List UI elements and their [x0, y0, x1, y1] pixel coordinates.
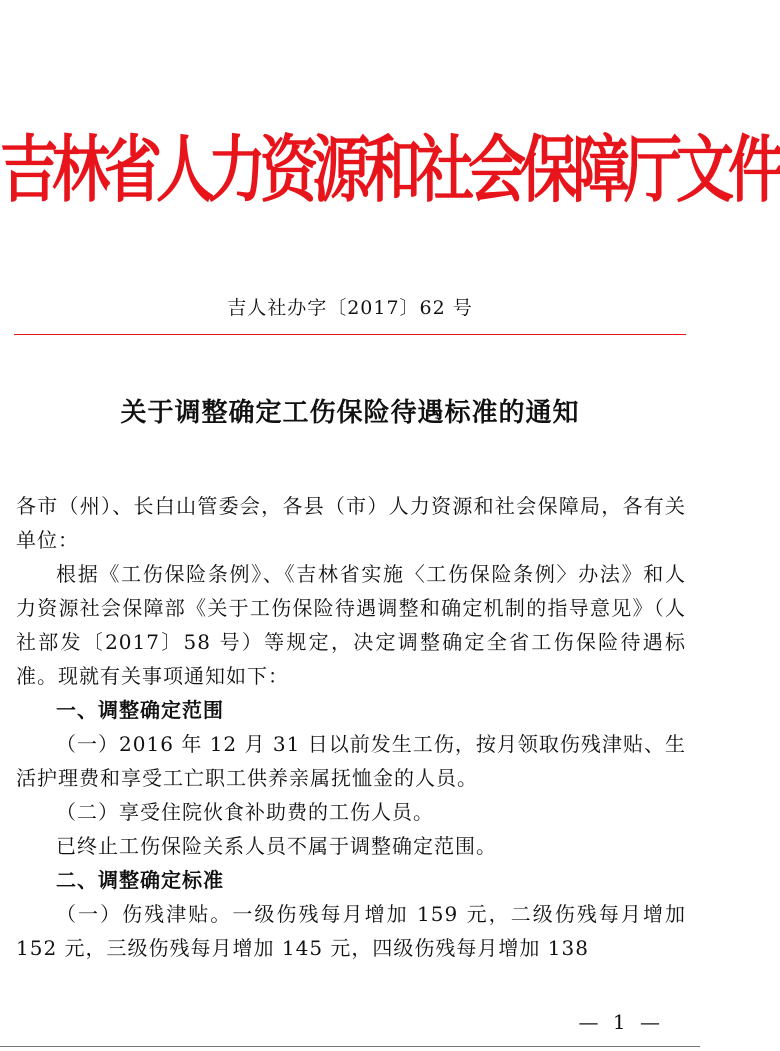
red-divider-line	[14, 334, 686, 335]
scope-item-2: （二）享受住院伙食补助费的工伤人员。	[56, 800, 434, 824]
standard-item-1: （一）伤残津贴。一级伤残每月增加 159 元，二级伤残每月增加 152 元，三级伤残每月增加 145 元，四级伤残每月增加 138	[16, 902, 686, 960]
salutation: 各市（州）、长白山管委会，各县（市）人力资源和社会保障局，各有关单位：	[16, 494, 686, 552]
scope-item-1: （一）2016 年 12 月 31 日以前发生工伤，按月领取伤残津贴、生活护理费和享受工亡职工供养亲属抚恤金的人员。	[16, 732, 686, 790]
notice-body	[16, 489, 686, 965]
masthead-title: 吉林省人力资源和社会保障厅文件	[0, 127, 780, 213]
page-bottom-edge	[0, 1046, 700, 1047]
notice-title: 关于调整确定工伤保险待遇标准的通知	[120, 398, 580, 428]
scope-exclusion: 已终止工伤保险关系人员不属于调整确定范围。	[56, 834, 497, 858]
document-number: 吉人社办字〔2017〕62 号	[227, 297, 473, 319]
section-heading-standard: 二、调整确定标准	[56, 868, 224, 892]
section-heading-scope: 一、调整确定范围	[56, 698, 224, 722]
intro-paragraph: 根据《工伤保险条例》、《吉林省实施〈工伤保险条例〉办法》和人力资源社会保障部《关于工伤保险待遇调整和确定机制的指导意见》（人社部发〔2017〕58 号）等规定，决定调整确定全省工伤保险待遇标准。现就有关事项通知如下：	[16, 562, 686, 688]
page-number: — 1 —	[578, 1010, 664, 1034]
